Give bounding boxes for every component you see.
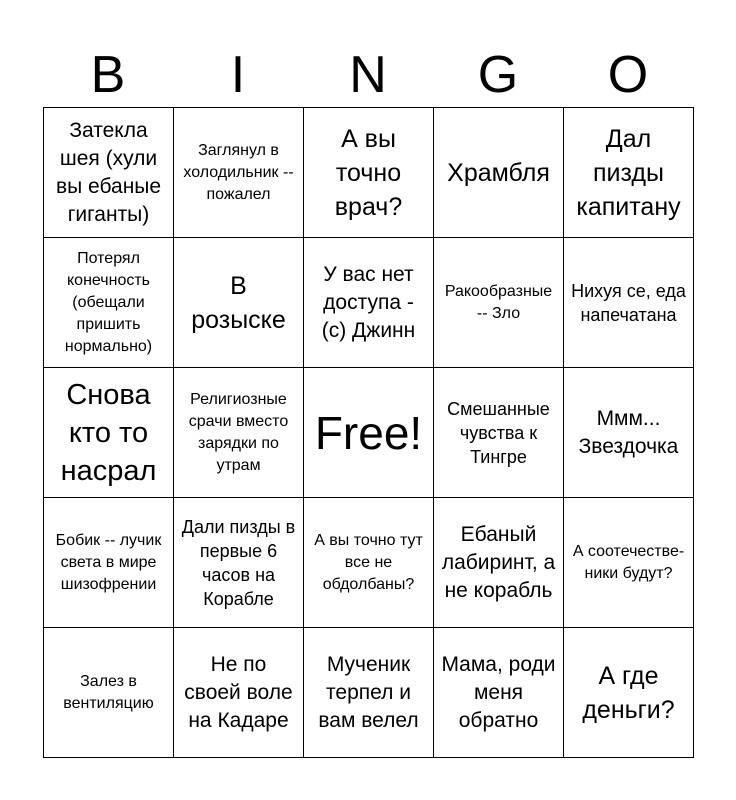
- bingo-grid: [43, 107, 694, 758]
- header-letter-g: G: [477, 46, 519, 104]
- bingo-cell[interactable]: Смешанные чувства к Тингре: [434, 368, 564, 498]
- bingo-cell[interactable]: Религиозные срачи вместо зарядки по утрам: [174, 368, 304, 498]
- bingo-cell[interactable]: Потерял конечность (обещали пришить нормально): [44, 238, 174, 368]
- bingo-cell[interactable]: Нихуя се, еда напечатана: [564, 238, 694, 368]
- bingo-cell[interactable]: А вы точно тут все не обдолбаны?: [304, 498, 434, 628]
- header-letter-n: N: [349, 46, 387, 104]
- bingo-cell[interactable]: У вас нет доступа - (с) Джинн: [304, 238, 434, 368]
- bingo-cell[interactable]: Мученик терпел и вам велел: [304, 628, 434, 758]
- header-letter-o: O: [607, 46, 649, 104]
- bingo-cell[interactable]: В розыске: [174, 238, 304, 368]
- bingo-cell[interactable]: А где деньги?: [564, 628, 694, 758]
- bingo-cell[interactable]: А вы точно врач?: [304, 108, 434, 238]
- bingo-cell[interactable]: Снова кто то насрал: [44, 368, 174, 498]
- bingo-cell[interactable]: Залез в вентиляцию: [44, 628, 174, 758]
- header-letter-b: B: [90, 46, 126, 104]
- bingo-cell[interactable]: Мама, роди меня обратно: [434, 628, 564, 758]
- bingo-cell[interactable]: Бобик -- лучик света в мире шизофрении: [44, 498, 174, 628]
- bingo-cell[interactable]: Ммм... Звездочка: [564, 368, 694, 498]
- bingo-cell[interactable]: Не по своей воле на Кадаре: [174, 628, 304, 758]
- bingo-cell[interactable]: Заглянул в холодильник -- пожалел: [174, 108, 304, 238]
- header-letter-i: I: [230, 46, 246, 104]
- bingo-cell[interactable]: Затекла шея (хули вы ебаные гиганты): [44, 108, 174, 238]
- bingo-cell[interactable]: Ракообразные -- Зло: [434, 238, 564, 368]
- bingo-cell[interactable]: Дал пизды капитану: [564, 108, 694, 238]
- bingo-cell[interactable]: Храмбля: [434, 108, 564, 238]
- bingo-cell[interactable]: Ебаный лабиринт, а не корабль: [434, 498, 564, 628]
- bingo-header: [43, 44, 693, 106]
- bingo-cell[interactable]: А соотечестве-ники будут?: [564, 498, 694, 628]
- free-cell[interactable]: Free!: [304, 368, 434, 498]
- bingo-cell[interactable]: Дали пизды в первые 6 часов на Корабле: [174, 498, 304, 628]
